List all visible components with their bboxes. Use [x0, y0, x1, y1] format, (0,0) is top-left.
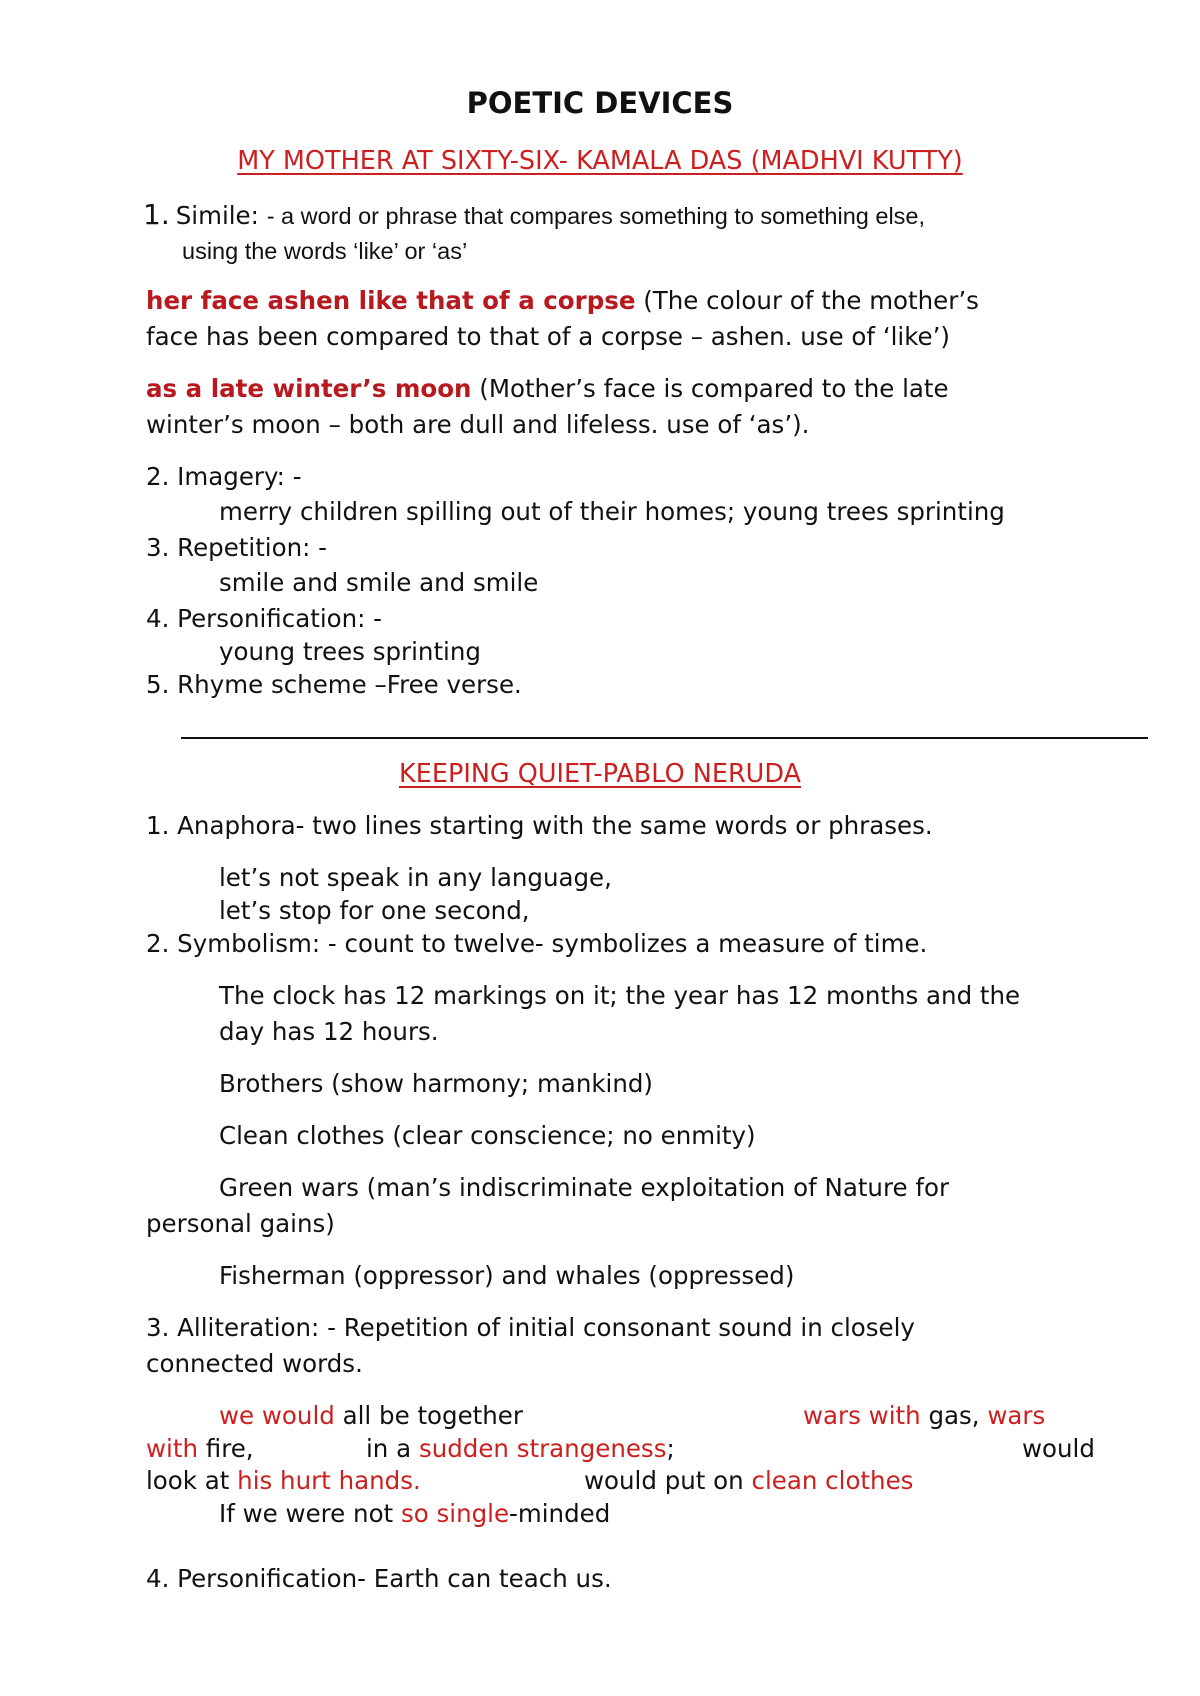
example-explanation: (The colour of the mother’s: [635, 286, 979, 315]
alliteration-highlight: wars: [987, 1401, 1046, 1430]
anaphora-line: let’s stop for one second,: [219, 896, 530, 925]
alliteration-example: [803, 1401, 1045, 1431]
alliteration-example: [219, 1499, 610, 1529]
repetition-example: smile and smile and smile: [219, 568, 539, 597]
symbolism-fisherman: Fisherman (oppressor) and whales (oppressed): [219, 1261, 795, 1290]
symbolism-clock-cont: day has 12 hours.: [219, 1017, 439, 1046]
alliteration-text: look at: [146, 1466, 238, 1495]
symbolism-brothers: Brothers (show harmony; mankind): [219, 1069, 653, 1098]
section-heading-my-mother: MY MOTHER AT SIXTY-SIX- KAMALA DAS (MADHVI KUTTY): [237, 146, 963, 176]
alliteration-text: fire,: [197, 1434, 254, 1463]
section-heading-keeping-quiet: KEEPING QUIET-PABLO NERUDA: [399, 759, 801, 789]
alliteration-example: [584, 1466, 913, 1496]
imagery-example: merry children spilling out of their homes; young trees sprinting: [219, 497, 1005, 526]
alliteration-highlight: sudden strangeness: [418, 1434, 667, 1463]
example-explanation: (Mother’s face is compared to the late: [471, 374, 949, 403]
list-item-earth-personification: 4. Personification- Earth can teach us.: [146, 1564, 612, 1593]
alliteration-highlight: clean clothes: [751, 1466, 914, 1495]
alliteration-example: [366, 1434, 675, 1464]
list-item-anaphora: 1. Anaphora- two lines starting with the same words or phrases.: [146, 811, 933, 840]
example-phrase: as a late winter’s moon: [146, 374, 472, 403]
alliteration-text: If we were not: [219, 1499, 401, 1528]
simile-item: [143, 200, 925, 231]
example-explanation-cont: face has been compared to that of a corpse – ashen. use of ‘like’): [146, 322, 950, 351]
alliteration-text: ;: [666, 1434, 675, 1463]
alliteration-highlight: so single: [400, 1499, 510, 1528]
list-item-symbolism: 2. Symbolism: - count to twelve- symbolizes a measure of time.: [146, 929, 928, 958]
simile-number: 1.: [143, 198, 170, 231]
anaphora-line: let’s not speak in any language,: [219, 863, 612, 892]
simile-definition-cont: using the words ‘like’ or ‘as’: [182, 238, 468, 264]
simile-definition: - a word or phrase that compares something to something else,: [266, 203, 926, 229]
personification-example: young trees sprinting: [219, 637, 481, 666]
alliteration-highlight: we would: [219, 1401, 335, 1430]
alliteration-text: would put on: [584, 1466, 752, 1495]
alliteration-highlight: his hurt hands.: [237, 1466, 421, 1495]
alliteration-highlight: with: [146, 1434, 198, 1463]
alliteration-label-cont: connected words.: [146, 1349, 363, 1378]
page-title: POETIC DEVICES: [466, 86, 734, 120]
symbolism-clock: The clock has 12 markings on it; the year has 12 months and the: [219, 981, 1021, 1010]
alliteration-text: in a: [366, 1434, 419, 1463]
alliteration-text: all be together: [334, 1401, 523, 1430]
symbolism-green-wars-cont: personal gains): [146, 1209, 335, 1238]
section-divider: [181, 737, 1148, 739]
simile-label: Simile:: [175, 201, 267, 230]
example-phrase: her face ashen like that of a corpse: [146, 286, 636, 315]
alliteration-highlight: wars with: [803, 1401, 921, 1430]
simile-example-corpse: [146, 286, 979, 316]
list-item-personification: 4. Personification: -: [146, 604, 383, 633]
alliteration-text: -minded: [509, 1499, 611, 1528]
list-item-rhyme: 5. Rhyme scheme –Free verse.: [146, 670, 522, 699]
alliteration-text: would: [1022, 1434, 1095, 1463]
alliteration-example: [146, 1466, 421, 1496]
simile-example-moon: [146, 374, 949, 404]
list-item-imagery: 2. Imagery: -: [146, 462, 302, 491]
list-item-alliteration: 3. Alliteration: - Repetition of initial consonant sound in closely: [146, 1313, 915, 1342]
alliteration-example: [219, 1401, 523, 1431]
example-explanation-cont: winter’s moon – both are dull and lifeless. use of ‘as’).: [146, 410, 810, 439]
list-item-repetition: 3. Repetition: -: [146, 533, 328, 562]
symbolism-clean-clothes: Clean clothes (clear conscience; no enmity): [219, 1121, 756, 1150]
symbolism-green-wars: Green wars (man’s indiscriminate exploitation of Nature for: [219, 1173, 950, 1202]
alliteration-example: [146, 1434, 254, 1464]
alliteration-text: gas,: [920, 1401, 988, 1430]
